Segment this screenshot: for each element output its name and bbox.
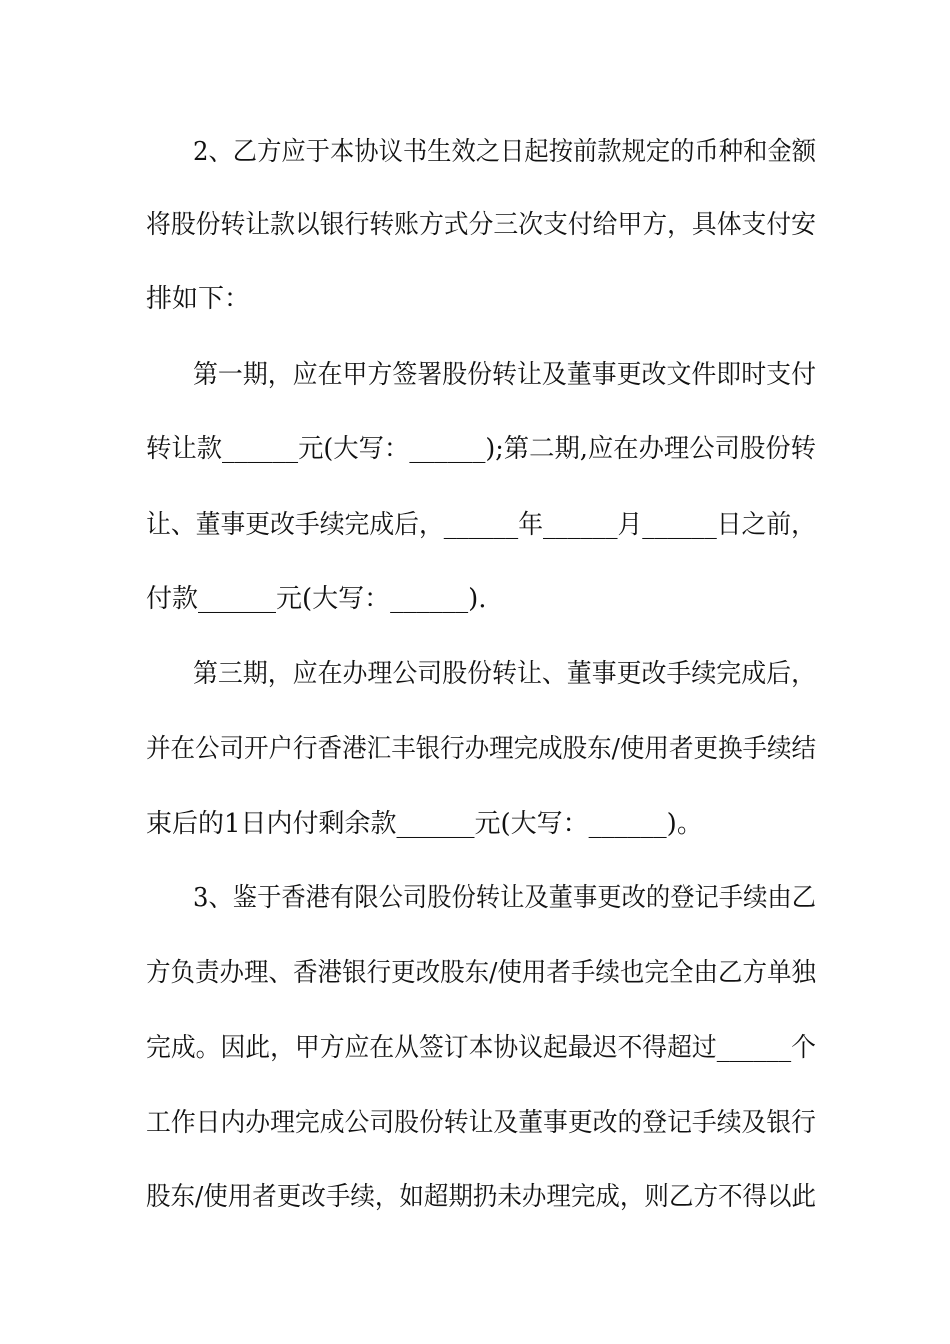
paragraph-line: 3、鉴于香港有限公司股份转让及董事更改的登记手续由乙	[193, 883, 816, 913]
paragraph-line: 第一期，应在甲方签署股份转让及董事更改文件即时支付	[193, 360, 816, 390]
paragraph-line: 并在公司开户行香港汇丰银行办理完成股东/使用者更换手续结	[146, 734, 816, 764]
paragraph-line: 将股份转让款以银行转账方式分三次支付给甲方，具体支付安	[146, 210, 816, 240]
paragraph-line: 让、董事更改手续完成后，______年______月______日之前，	[146, 510, 816, 540]
paragraph-line: 付款______元(大写：______).	[146, 584, 487, 614]
paragraph-line: 第三期，应在办理公司股份转让、董事更改手续完成后，	[193, 659, 816, 689]
paragraph-line: 束后的1日内付剩余款______元(大写：______)。	[146, 809, 703, 839]
paragraph-line: 排如下：	[146, 284, 251, 314]
paragraph-line: 转让款______元(大写：______);第二期,应在办理公司股份转	[146, 434, 816, 464]
paragraph-line: 股东/使用者更改手续，如超期扔未办理完成，则乙方不得以此	[146, 1182, 816, 1212]
paragraph-line: 2、乙方应于本协议书生效之日起按前款规定的币种和金额	[193, 137, 816, 167]
paragraph-line: 工作日内办理完成公司股份转让及董事更改的登记手续及银行	[146, 1108, 816, 1138]
paragraph-line: 完成。因此，甲方应在从签订本协议起最迟不得超过______个	[146, 1033, 816, 1063]
paragraph-line: 方负责办理、香港银行更改股东/使用者手续也完全由乙方单独	[146, 958, 816, 988]
